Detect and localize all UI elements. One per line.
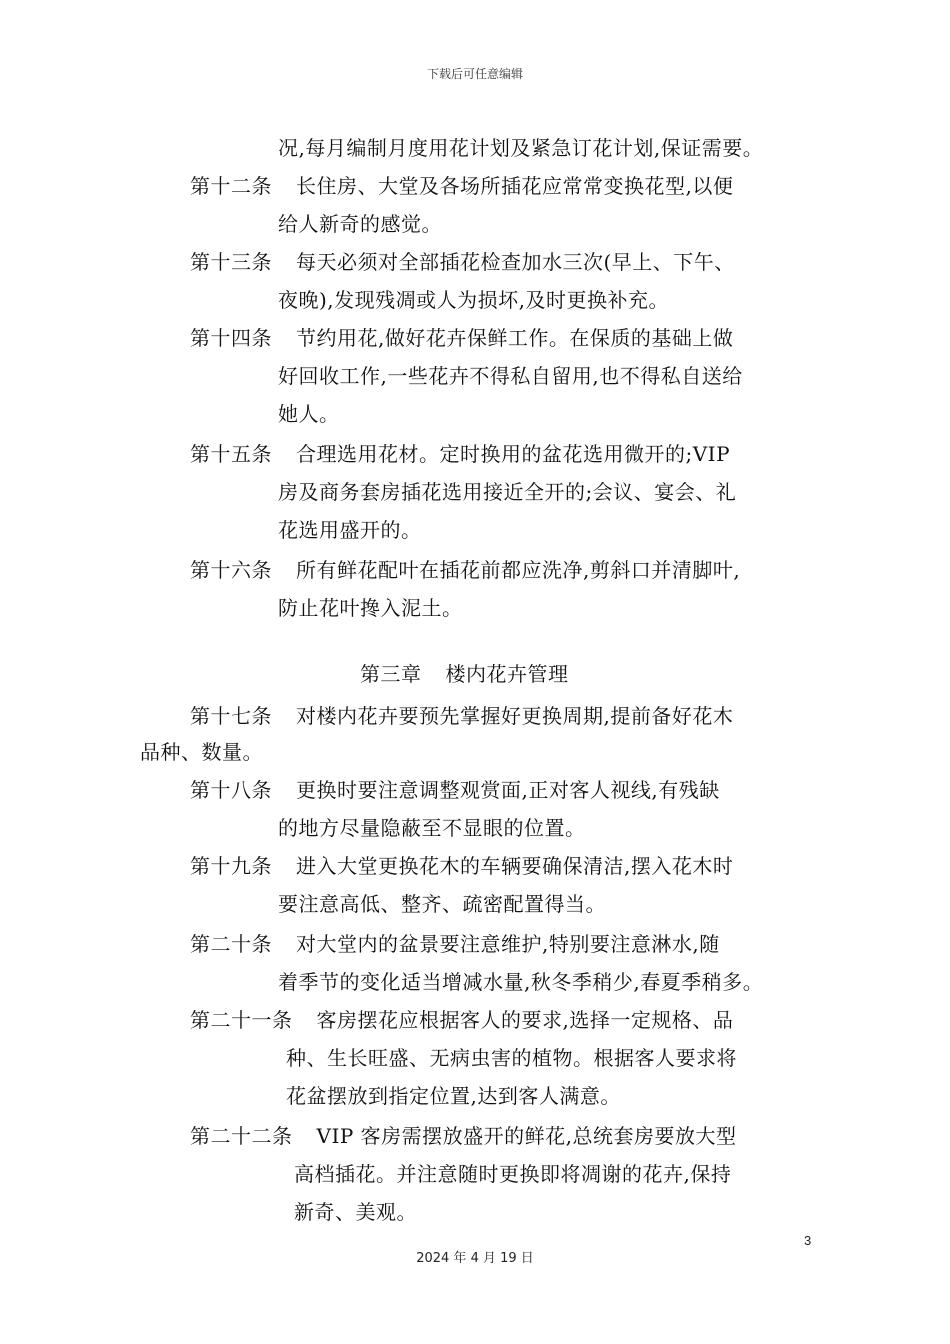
article-text: 客房摆花应根据客人的要求,选择一定规格、品 — [316, 1008, 734, 1032]
article-text: 合理选用花材。定时换用的盆花选用微开的;VIP — [296, 442, 731, 466]
article-text: 所有鲜花配叶在插花前都应洗净,剪斜口并清脚叶, — [296, 558, 741, 582]
text-line: 防止花叶搀入泥土。 — [278, 596, 463, 620]
article-number: 第十九条 — [190, 854, 272, 878]
article-line — [190, 1006, 733, 1034]
article-number: 第十二条 — [190, 174, 272, 198]
article-number: 第十七条 — [190, 704, 272, 728]
text-line: 品种、数量。 — [140, 740, 263, 764]
article-text: 对楼内花卉要预先掌握好更换周期,提前备好花木 — [296, 704, 734, 728]
text-line: 花选用盛开的。 — [278, 518, 422, 542]
text-line: 的地方尽量隐蔽至不显眼的位置。 — [278, 816, 586, 840]
article-line — [190, 702, 733, 730]
text-line: 着季节的变化适当增减水量,秋冬季稍少,春夏季稍多。 — [278, 970, 764, 994]
article-text: 进入大堂更换花木的车辆要确保清洁,摆入花木时 — [296, 854, 734, 878]
text-line: 好回收工作,一些花卉不得私自留用,也不得私自送给 — [278, 364, 743, 388]
article-text: 每天必须对全部插花检查加水三次(早上、下午、 — [296, 250, 735, 274]
article-number: 第十三条 — [190, 250, 272, 274]
article-text: VIP 客房需摆放盛开的鲜花,总统套房要放大型 — [316, 1124, 737, 1148]
footer-date: 2024 年 4 月 19 日 — [416, 1251, 534, 1266]
article-line — [190, 776, 720, 804]
article-number: 第十八条 — [190, 778, 272, 802]
text-line: 高档插花。并注意随时更换即将凋谢的花卉,保持 — [294, 1162, 732, 1186]
page-number: 3 — [804, 1233, 812, 1248]
article-line — [190, 556, 740, 584]
text-line: 房及商务套房插花选用接近全开的;会议、宴会、礼 — [278, 480, 737, 504]
article-line — [190, 1122, 737, 1150]
article-number: 第十五条 — [190, 442, 272, 466]
text-line: 给人新奇的感觉。 — [278, 212, 442, 236]
page-header: 下载后可任意编辑 — [426, 67, 523, 81]
article-line — [190, 324, 733, 352]
article-text: 节约用花,做好花卉保鲜工作。在保质的基础上做 — [296, 326, 734, 350]
chapter-heading — [360, 660, 569, 688]
article-number: 第十四条 — [190, 326, 272, 350]
article-text: 对大堂内的盆景要注意维护,特别要注意淋水,随 — [296, 932, 720, 956]
article-number: 第二十一条 — [190, 1008, 293, 1032]
article-line — [190, 852, 733, 880]
article-number: 第二十条 — [190, 932, 272, 956]
article-text: 更换时要注意调整观赏面,正对客人视线,有残缺 — [296, 778, 720, 802]
chapter-title: 楼内花卉管理 — [445, 662, 569, 686]
text-line: 新奇、美观。 — [294, 1200, 417, 1224]
article-line — [190, 440, 730, 468]
article-number: 第二十二条 — [190, 1124, 293, 1148]
chapter-number: 第三章 — [360, 662, 422, 686]
text-line: 要注意高低、整齐、疏密配置得当。 — [278, 892, 606, 916]
text-line: 种、生长旺盛、无病虫害的植物。根据客人要求将 — [286, 1046, 737, 1070]
text-line: 花盆摆放到指定位置,达到客人满意。 — [286, 1084, 621, 1108]
text-line: 夜晚),发现残凋或人为损坏,及时更换补充。 — [278, 288, 670, 312]
text-line: 况,每月编制月度用花计划及紧急订花计划,保证需要。 — [278, 136, 764, 160]
article-line — [190, 248, 735, 276]
text-line: 她人。 — [278, 402, 340, 426]
article-line — [190, 172, 733, 200]
article-number: 第十六条 — [190, 558, 272, 582]
article-line — [190, 930, 720, 958]
article-text: 长住房、大堂及各场所插花应常常变换花型,以便 — [296, 174, 734, 198]
